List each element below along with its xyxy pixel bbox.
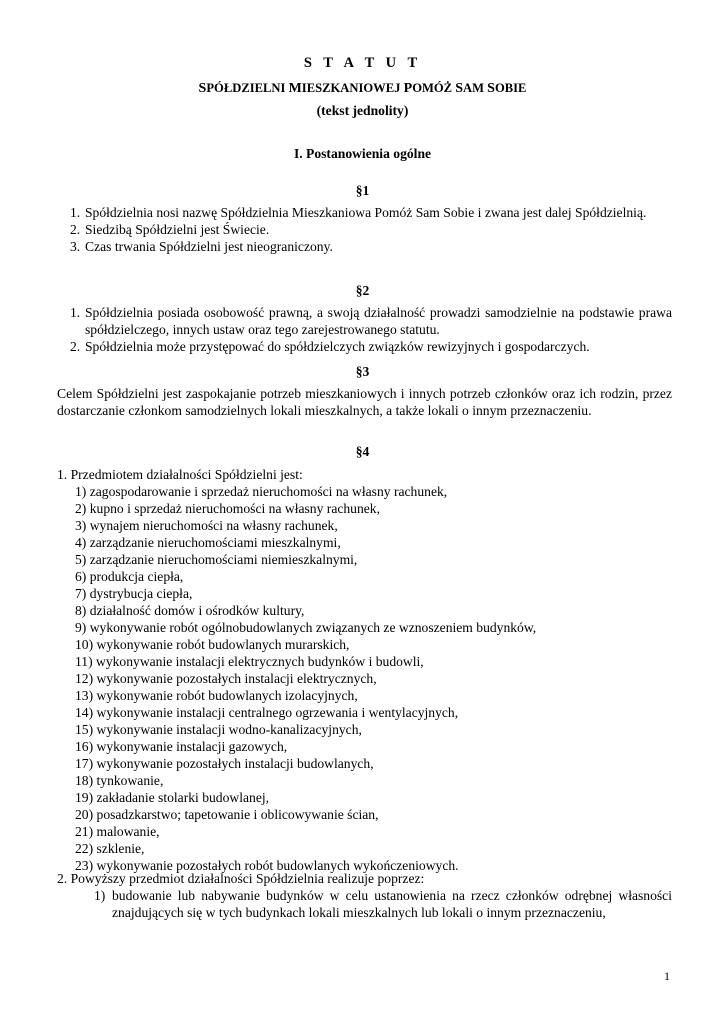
list-item: 19) zakładanie stolarki budowlanej, [75, 790, 270, 805]
subtitle-part: P [403, 81, 413, 96]
list-item: 23) wykonywanie pozostałych robót budowlanych wykończeniowych. [75, 858, 459, 873]
list-item: 20) posadzkarstwo; tapetowanie i oblicowywanie ścian, [75, 807, 379, 822]
list-item: 4) zarządzanie nieruchomościami mieszkalnymi, [75, 535, 341, 550]
list-item: 1) zagospodarowanie i sprzedaż nieruchomości na własny rachunek, [75, 484, 448, 499]
list-item: 3) wynajem nieruchomości na własny rachunek, [75, 518, 338, 533]
list-item: 10) wykonywanie robót budowlanych murarskich, [75, 637, 350, 652]
list-item: 18) tynkowanie, [75, 773, 164, 788]
list-item: 17) wykonywanie pozostałych instalacji budowlanych, [75, 756, 374, 771]
list-item: 22) szklenie, [75, 841, 145, 856]
section-heading: I. Postanowienia ogólne [293, 146, 432, 161]
paragraph-4-point-2-item [94, 887, 672, 921]
list-item: 12) wykonywanie pozostałych instalacji elektrycznych, [75, 671, 377, 686]
paragraph-2-list [57, 304, 672, 355]
subtitle-part: OBIE [494, 81, 527, 95]
list-item: 16) wykonywanie instalacji gazowych, [75, 739, 288, 754]
list-item: 1. Spółdzielnia posiada osobowość prawną, a swoją działalność prowadzi samodzielnie na podstawie prawa spółdzielczego, innych ustaw oraz tego zarejestrowanego statutu. [70, 305, 672, 337]
list-item: 2) kupno i sprzedaż nieruchomości na własny rachunek, [75, 501, 381, 516]
item-number: 1) [94, 888, 106, 903]
paragraph-mark-3: §3 [355, 364, 370, 379]
paragraph-4-activities-list [57, 483, 672, 874]
list-item: 8) działalność domów i ośrodków kultury, [75, 603, 305, 618]
paragraph-3-text: Celem Spółdzielni jest zaspokajanie potrzeb mieszkaniowych i innych potrzeb członków oraz ich rodzin, przez dostarczanie członkom samodzielnych lokali mieszkalnych, a także lokali o innym przeznaczeniu. [57, 386, 672, 418]
subtitle-part: AM [463, 81, 488, 95]
subtitle-part: M [288, 81, 302, 96]
subtitle-part: IESZKANIOWEJ [301, 81, 404, 95]
subtitle-part: OMÓŻ [412, 81, 456, 95]
document-title: S T A T U T [303, 55, 422, 71]
subtitle-part: PÓŁDZIELNI [206, 81, 289, 95]
item-text: budowanie lub nabywanie budynków w celu ustanowienia na rzecz członków odrębnej własności znajdujących się w tych budynkach lokali mieszkalnych lub lokali o innym przeznaczeniu, [112, 888, 672, 920]
list-item: 1. Spółdzielnia nosi nazwę Spółdzielnia Mieszkaniowa Pomóż Sam Sobie i zwana jest dalej Spółdzielnią. [70, 205, 647, 220]
paragraph-mark-2: §2 [355, 283, 370, 298]
document-subtitle-edition: (tekst jednolity) [316, 103, 409, 118]
list-item: 9) wykonywanie robót ogólnobudowlanych związanych ze wznoszeniem budynków, [75, 620, 537, 635]
subtitle-part: S [455, 81, 464, 96]
paragraph-4-heading: 1. Przedmiotem działalności Spółdzielni jest: [57, 467, 303, 482]
subtitle-part: S [487, 81, 495, 96]
subtitle-part: S [198, 81, 207, 96]
page-number: 1 [664, 969, 670, 983]
list-item: 5) zarządzanie nieruchomościami niemieszkalnymi, [75, 552, 358, 567]
list-item: 3. Czas trwania Spółdzielni jest nieograniczony. [70, 239, 333, 254]
list-item: 15) wykonywanie instalacji wodno-kanalizacyjnych, [75, 722, 362, 737]
list-item: 2. Siedzibą Spółdzielni jest Świecie. [70, 222, 270, 237]
list-item: 7) dystrybucja ciepła, [75, 586, 193, 601]
paragraph-mark-4: §4 [355, 444, 370, 459]
paragraph-4-point-2: 2. Powyższy przedmiot działalności Spółdzielnia realizuje poprzez: [57, 871, 425, 886]
list-item: 21) malowanie, [75, 824, 160, 839]
list-item: 2. Spółdzielnia może przystępować do spółdzielczych związków rewizyjnych i gospodarczych. [70, 339, 590, 354]
paragraph-1-list [57, 204, 672, 255]
paragraph-mark-1: §1 [355, 183, 370, 198]
list-item: 11) wykonywanie instalacji elektrycznych budynków i budowli, [75, 654, 424, 669]
document-subtitle [0, 80, 725, 97]
list-item: 6) produkcja ciepła, [75, 569, 184, 584]
list-item: 13) wykonywanie robót budowlanych izolacyjnych, [75, 688, 358, 703]
list-item: 14) wykonywanie instalacji centralnego ogrzewania i wentylacyjnych, [75, 705, 459, 720]
